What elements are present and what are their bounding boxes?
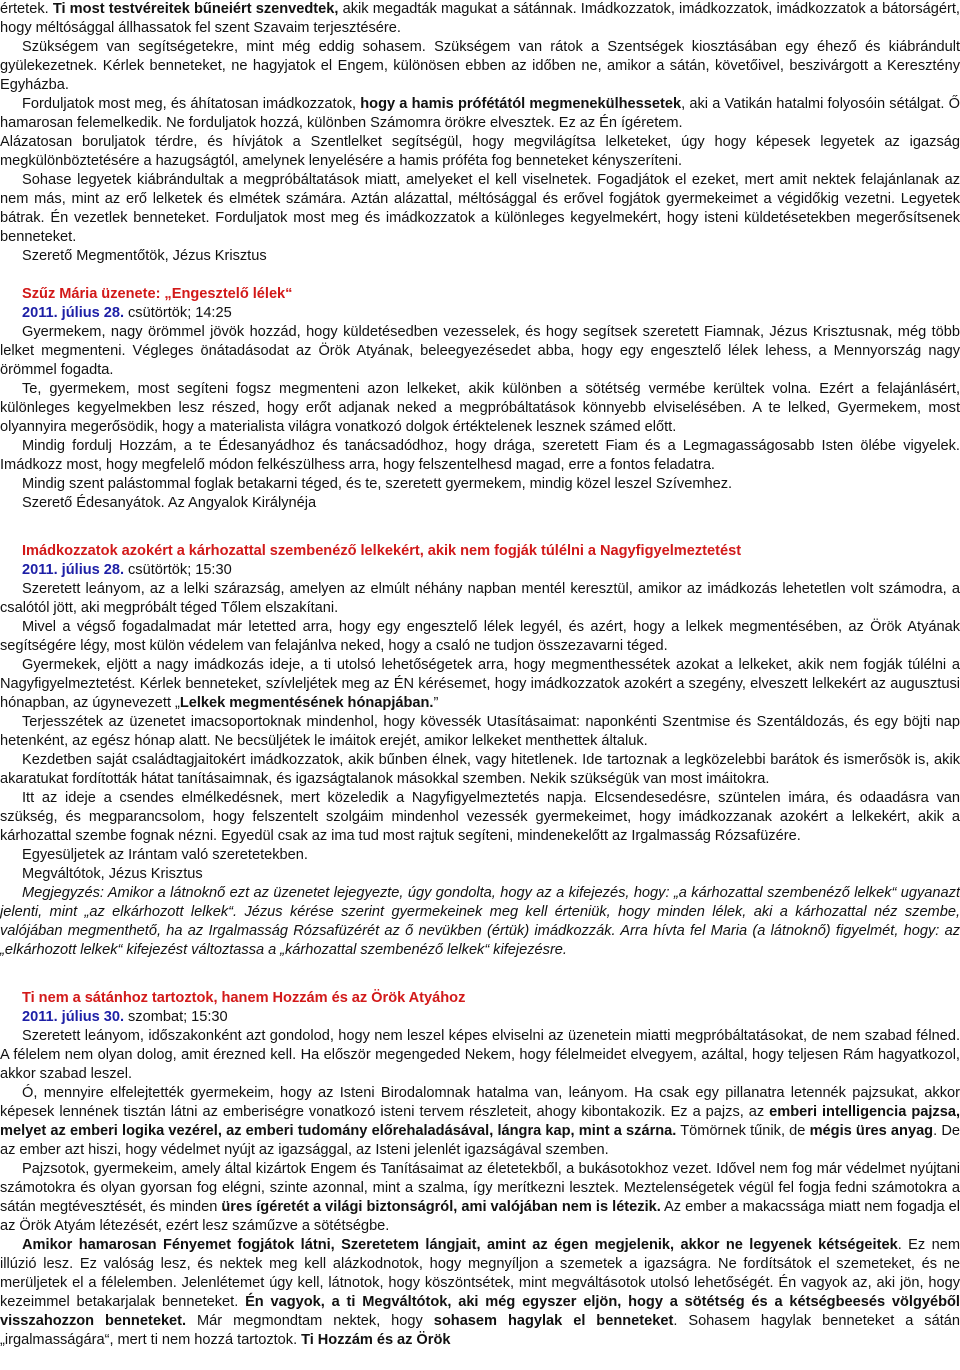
text-run: Itt az ideje a csendes elmélkedésnek, mert közeledik a Nagyfigyelmeztetés napja. Elcsendesedésre, szüntelen imára, és odaadásra van szükség, és megparancsolom, hogy felszentelt szolgáim mindenhol vezessék gyermekeimet, hogy imádkozzanak azokért a lelkekért, akik a kárhozattal szembe fognak nézni. Egyedül csak az ima tud most rajtuk segíteni, mindenekelőtt az Irgalmasság Rózsafüzére.: [0, 790, 960, 844]
section-spacer: [0, 513, 960, 542]
emphasis-text: Amikor hamarosan Fényemet fogjátok látni, Szeretetem lángjait, amint az égen megjelenik, akkor ne legyenek kétségeitek: [22, 1237, 898, 1253]
section-spacer: [0, 960, 960, 989]
emphasis-text: Lelkek megmentésének hónapjában.: [179, 695, 434, 711]
text-run: Szeretett leányom, az a lelki szárazság, amelyen az elmúlt néhány napban mentél keresztül, amikor az imádkozás lehetetlen volt számodra, a csalótól jött, aki megpróbált téged Tőlem elszakítani.: [0, 581, 960, 616]
text-run: Kezdetben saját családtagjaitokért imádkozzatok, akik bűnben élnek, vagy hitetlenek. Ide tartoznak a legközelebbi barátok és ismerősök is, akik akaratukat fordították hátat tanításaimnak, és igazságtalanok másokkal szemben. Nekik szükségük van most imáitokra.: [0, 752, 960, 787]
body-paragraph: [0, 656, 960, 713]
body-paragraph: [0, 133, 960, 171]
text-run: Alázatosan boruljatok térdre, és hívjátok a Szentlelket segítségül, hogy megvilágítsa lelketeket, úgy hogy képesek legyetek az igazság megkülönböztetésére a hazugságtól, amelynek lenyelésére a hamis próféta fog benneteket kényszeríteni.: [0, 134, 960, 169]
body-paragraph: [0, 751, 960, 789]
emphasis-text: Ti most testvéreitek bűneiért szenvedtek,: [52, 1, 339, 17]
section-heading: Imádkozzatok azokért a kárhozattal szembenéző lelkekért, akik nem fogják túlélni a Nagyfigyelmeztetést: [22, 543, 742, 559]
text-run: Mindig fordulj Hozzám, a te Édesanyádhoz és tanácsadódhoz, hogy drága, szeretett Fiam és a Legmagasságosabb Isten ölébe vigyelek. Imádkozz most, hogy megfelelő módon felkészülhess arra, hogy felszentelhesd magad, erre a fontos feladatra.: [0, 438, 960, 473]
message-dateline: [0, 1008, 960, 1027]
body-paragraph: [0, 1084, 960, 1160]
body-paragraph: [0, 380, 960, 437]
emphasis-text: üres ígéretét a világi biztonságról, ami valójában nem is létezik.: [221, 1199, 661, 1215]
text-run: Forduljatok most meg, és áhítatosan imádkozzatok,: [22, 96, 361, 112]
message-time: csütörtök; 15:30: [124, 562, 232, 578]
body-paragraph: [0, 475, 960, 494]
emphasis-text: Ti Hozzám és az Örök: [301, 1332, 451, 1348]
body-paragraph: [0, 171, 960, 247]
body-paragraph: [0, 1160, 960, 1236]
text-run: Megjegyzés: Amikor a látnoknő ezt az üzenetet lejegyezte, úgy gondolta, hogy az a kifejezés, hogy: „a kárhozattal szembenéző lelkek“ ugyanazt jelenti, mint „az elkárhozott lelkek“. Jézus kérése szerint gyermekeinek meg kell érteniük, hogy minden lélek, aki a kárhozattal néz szembe, valójában megmenthető, ha az Irgalmasság Rózsafüzérét az ő nevükben (értük) imádkozzák. Arra hívta fel Maria (a látnoknő) figyelmét, hogy: az „elkárhozott lelkek“ kifejezést változtassa a „kárhozattal szembenéző lelkek“ kifejezésre.: [0, 885, 960, 958]
text-run: , aki a Vatikán hatalmi folyosóin sétálgat. Ő hamarosan felemelkedik. Ne forduljatok hozzá, különben Számomra örökre elvesztek. Ez az Én ígéretem.: [0, 96, 960, 131]
message-time: csütörtök; 14:25: [124, 305, 232, 321]
text-run: Sohase legyetek kiábrándultak a megpróbáltatások miatt, amelyeket el kell viselnetek. Fogadjátok el ezeket, mert amit nektek felajánlanak az nem más, mint az erő lelketek és elmétek számára. Aztán alázattal, méltósággal és erővel fogjátok gyermekeimet a végidőkig vezetni. Legyetek bátrak. Én vezetlek benneteket. Forduljatok most meg és imádkozzatok a különleges kegyelmekért, hogy isteni küldetésetekben megerősítsenek benneteket.: [0, 172, 960, 245]
text-run: Szükségem van segítségetekre, mint még eddig sohasem. Szükségem van rátok a Szentségek kiosztásában egy éhező és kiábrándult gyülekezetnek. Kérlek benneteket, ne hagyjatok el Engem, különösen ebben az időben ne, amikor a sátán, követőivel, beszivárgott a Keresztény Egyházba.: [0, 39, 960, 93]
emphasis-text: emberi intelligencia pajzsa, melyet az emberi logika vezérel, az emberi tudomány előrehaladásával, lángra kap, mint a szárna.: [0, 1104, 960, 1139]
message-date: 2011. július 28.: [22, 562, 125, 578]
body-paragraph: [0, 1236, 960, 1350]
text-run: . Sohasem hagylak benneteket a sátán „irgalmasságára“, mert ti nem hozzá tartoztok.: [0, 1313, 960, 1348]
body-paragraph: [0, 323, 960, 380]
body-paragraph: [0, 494, 960, 513]
section-heading: Szűz Mária üzenete: „Engesztelő lélek“: [22, 286, 293, 302]
text-run: Gyermekem, nagy örömmel jövök hozzád, hogy küldetésedben vezesselek, és hogy segítsek szeretett Fiamnak, Jézus Krisztusnak, még több lelket megmenteni. Végleges önátadásodat az Örök Atyának, beleegyezésedet abba, hogy egy engesztelő lélek lehess, a Mennyország nagy örömmel fogadta.: [0, 324, 960, 378]
text-run: Terjesszétek az üzenetet imacsoportoknak mindenhol, hogy kövessék Utasításaimat: naponkénti Szentmise és Szentáldozás, és egy böjti nap hetenként, az egész hónap alatt. Ne becsüljétek le imáitok erejét, amikor lelkeket menthettek általuk.: [0, 714, 960, 749]
text-run: Mindig szent palástommal foglak betakarni téged, és te, szeretett gyermekem, mindig közel leszel Szívemhez.: [22, 476, 733, 492]
emphasis-text: sohasem hagylak el benneteket: [433, 1313, 674, 1329]
text-run: Ó, mennyire elfelejtették gyermekeim, hogy az Isteni Birodalomnak hatalma van, leányom. Ha csak egy pillanatra letennék pajzsukat, akkor képesek lennének tisztán látni az emberiségre vonatkozó isteni tervem részleteit, ahogy kibontakozik. Ez a pajzs, az: [0, 1085, 960, 1120]
section-spacer: [0, 266, 960, 285]
emphasis-text: hogy a hamis prófétától megmenekülhessetek: [360, 96, 682, 112]
message-dateline: [0, 304, 960, 323]
text-run: Szerető Édesanyátok. Az Angyalok Királynéja: [22, 495, 317, 511]
section-heading: Ti nem a sátánhoz tartoztok, hanem Hozzám és az Örök Atyához: [22, 990, 466, 1006]
body-paragraph: [0, 846, 960, 865]
message-dateline: [0, 561, 960, 580]
body-paragraph: [0, 713, 960, 751]
text-run: . De az ember azt hiszi, hogy védelmet nyújt az igazsággal, az Isteni jelenlét igazságával szemben.: [0, 1123, 960, 1158]
body-paragraph: [0, 580, 960, 618]
body-paragraph: [0, 247, 960, 266]
text-run: Mivel a végső fogadalmadat már letetted arra, hogy egy engesztelő lélek legyél, és azért, hogy a lelkek megmentésében, az Örök Atyának segítségére légy, most külön védelem van felajánlva neked, hogy a csaló ne tudjon összezavarni téged.: [0, 619, 960, 654]
text-run: . Ez nem illúzió lesz. Ez valóság lesz, és nektek meg kell alázkodnotok, hogy megnyíljon a szemetek a igazságra. Ne fordítsátok el szemeteket, és ne merüljetek el a félelemben. Jelenlétemet úgy kell, látnotok, hogy köszöntsétek, mint megváltásotok utolsó lehetőségét. Én vagyok az, aki jön, hogy kezeimmel betakarjalak benneteket.: [0, 1237, 960, 1310]
emphasis-text: mégis üres anyag: [809, 1123, 934, 1139]
body-paragraph: [0, 38, 960, 95]
text-run: Tömörnek tűnik, de: [676, 1123, 810, 1139]
message-time: szombat; 15:30: [124, 1009, 228, 1025]
body-paragraph: [0, 95, 960, 133]
text-run: Egyesüljetek az Irántam való szeretetekben.: [22, 847, 308, 863]
text-run: Gyermekek, eljött a nagy imádkozás ideje, a ti utolsó lehetőségetek arra, hogy megmenthessétek azokat a lelkeket, akik nem fogják túlélni a Nagyfigyelmeztetést. Kérlek benneteket, szívleljétek meg az ÉN kérésemet, hogy imádkozzatok azokért a szegény, elveszett lelkekért az augusztusi hónapban, az úgynevezett „: [0, 657, 960, 711]
text-run: akik megadták magukat a sátánnak. Imádkozzatok, imádkozzatok, imádkozzatok a bátorságért, hogy méltósággal állhassatok fel szent Szavaim terjesztésére.: [0, 1, 960, 36]
body-paragraph: [0, 1027, 960, 1084]
text-run: Pajzsotok, gyermekeim, amely által kizártok Engem és Tanításaimat az életetekből, a bukásotokhoz vezet. Idővel nem fog már védelmet nyújtani számotokra és olyan gyorsan fog elégni, szinte azonnal, mint a szalma, így merítkezni lesztek. Meztelenségetek végül fel fogja fedni számotokra a sátán megtévesztését, és minden: [0, 1161, 960, 1215]
text-run: Az ember a makacssága miatt nem fogadja el az Örök Atyám létezését, ezért lesz száműzve a sötétségbe.: [0, 1199, 960, 1234]
note-paragraph: [0, 884, 960, 960]
body-paragraph: [0, 0, 960, 38]
body-paragraph: [0, 437, 960, 475]
text-run: Megváltótok, Jézus Krisztus: [22, 866, 203, 882]
body-paragraph: [0, 789, 960, 846]
message-date: 2011. július 30.: [22, 1009, 125, 1025]
body-paragraph: [0, 865, 960, 884]
body-paragraph: [0, 618, 960, 656]
text-run: ”: [433, 695, 439, 711]
text-run: Te, gyermekem, most segíteni fogsz megmenteni azon lelkeket, akik különben a sötétség vermébe kerültek volna. Ezért a felajánlásért, különleges kegyelmekben lesz részed, hogy erőt adjanak neked a megpróbáltatások könnyebb elviselésében. A te lelked, Gyermekem, most olyannyira megerősödik, hogy a materialista világra vonatkozó dolgok értéktelenek lesznek számed előtt.: [0, 381, 960, 435]
text-run: Szerető Megmentőtök, Jézus Krisztus: [22, 248, 267, 264]
text-run: Szeretett leányom, időszakonként azt gondolod, hogy nem leszel képes elviselni az üzenetein miatti megpróbáltatásokat, de nem szabad félned. A félelem nem olyan dolog, amit érezned kell. Ha először megengeded Nekem, hogy félelmeidet elvegyem, azáltal, hogy teljesen Rám hagyatkozol, akkor szabad leszel.: [0, 1028, 960, 1082]
text-run: értetek.: [0, 1, 53, 17]
message-date: 2011. július 28.: [22, 305, 125, 321]
text-run: Már megmondtam nektek, hogy: [186, 1313, 434, 1329]
emphasis-text: Én vagyok, a ti Megváltótok, aki még egyszer eljön, hogy a sötétség és a kétségbeesés völgyéből visszahozzon benneteket.: [0, 1294, 960, 1329]
